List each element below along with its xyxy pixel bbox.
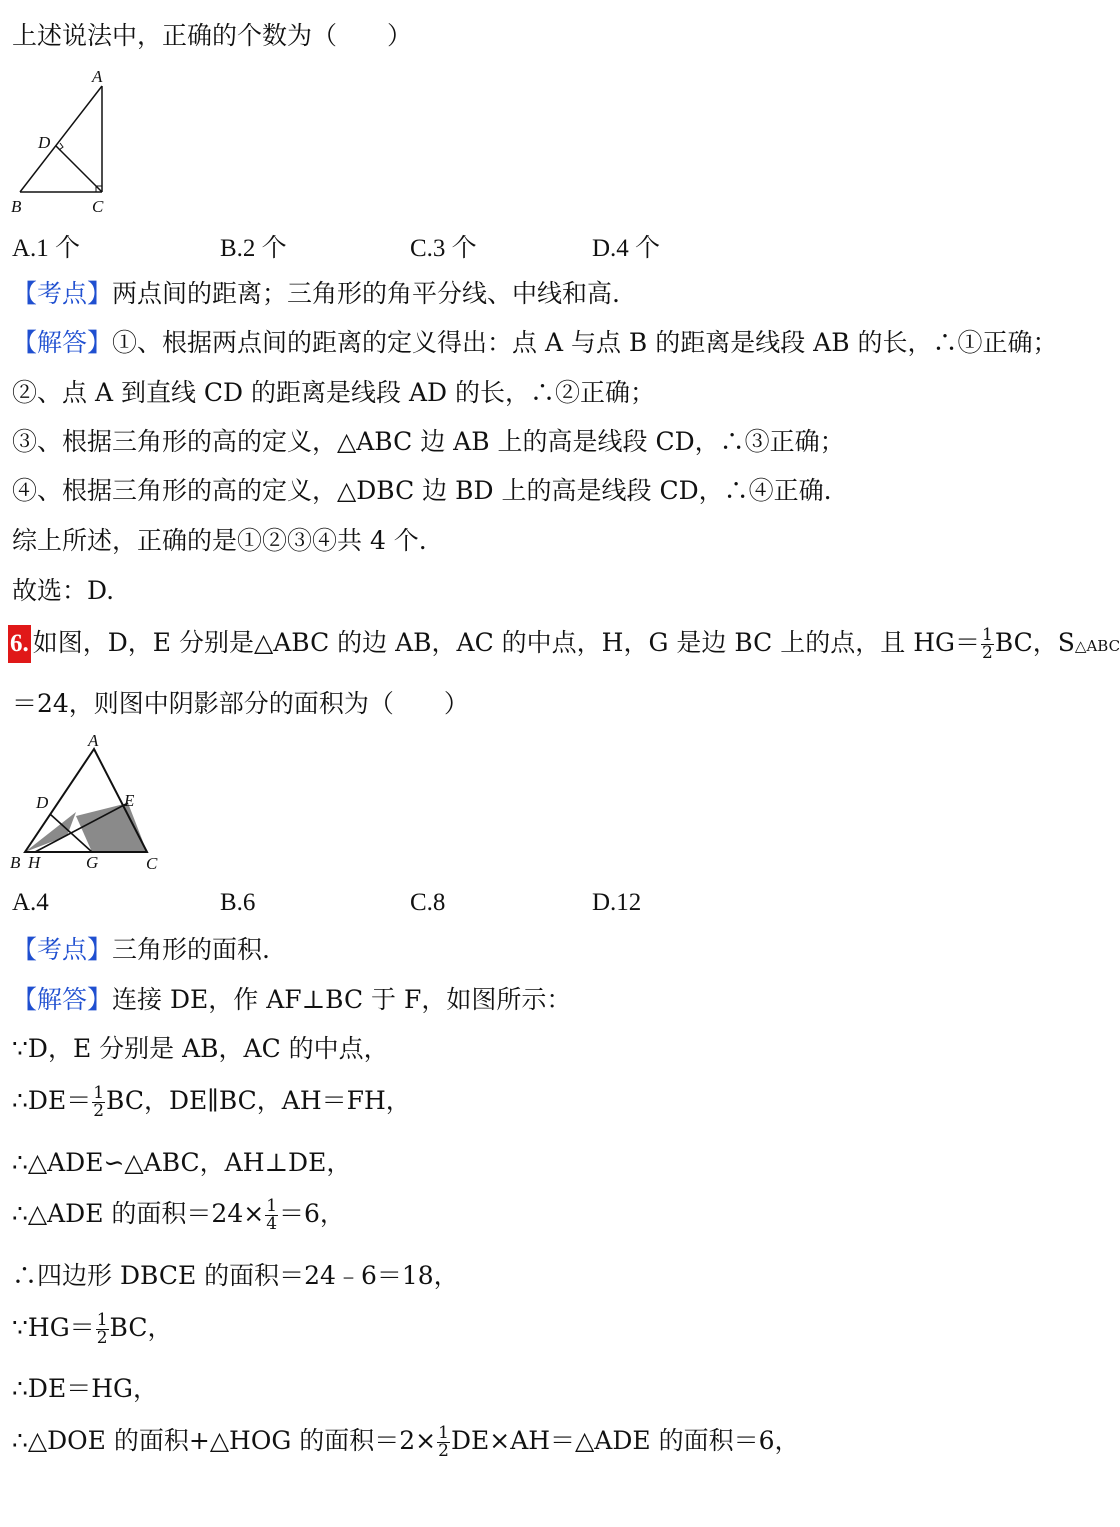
q6-step-4: ∴△ADE 的面积＝24× $\frac{1}{4}$ ＝6， xyxy=(12,1196,345,1234)
half-fraction: $\frac{1}{2}$ xyxy=(438,1423,449,1461)
q6-choice-b: B.6 xyxy=(220,889,256,916)
jieda-tag: 【解答】 xyxy=(12,328,113,357)
q5-stem: 上述说法中，正确的个数为（ ） xyxy=(12,21,413,50)
q6-stem-line-1 xyxy=(8,624,1120,665)
q5-jieda-4: ④、根据三角形的高的定义，△DBC 边 BD 上的高是线段 CD，∴④正确. xyxy=(12,476,832,505)
q5-summary: 综上所述，正确的是①②③④共 4 个. xyxy=(12,526,427,555)
q6-step-6: ∵HG＝ $\frac{1}{2}$ BC， xyxy=(12,1310,173,1348)
q5-choice-c: C.3 个 xyxy=(410,235,477,262)
q6-label-C: C xyxy=(146,854,158,873)
q6-label-A: A xyxy=(88,731,99,750)
kaodian-tag: 【考点】 xyxy=(12,279,113,308)
kaodian-tag: 【考点】 xyxy=(12,935,113,964)
q5-answer: 故选：D. xyxy=(12,576,115,605)
q5-label-B: B xyxy=(11,197,22,216)
q5-choice-b: B.2 个 xyxy=(220,235,287,262)
half-fraction: $\frac{1}{2}$ xyxy=(96,1310,108,1348)
q6-step-5: ∴四边形 DBCE 的面积＝24﹣6＝18， xyxy=(12,1261,459,1290)
q6-label-G: G xyxy=(86,853,99,872)
q6-step-7: ∴DE＝HG， xyxy=(12,1374,158,1403)
q5-label-C: C xyxy=(92,197,104,216)
q6-choice-d: D.12 xyxy=(592,889,642,916)
q5-jieda-1 xyxy=(12,327,1058,359)
q6-stem-b: BC，S xyxy=(994,628,1075,657)
kaodian-text: 三角形的面积. xyxy=(112,935,270,964)
quarter-fraction: $\frac{1}{4}$ xyxy=(266,1196,278,1234)
q6-label-D: D xyxy=(36,793,49,812)
q6-label-H: H xyxy=(28,853,41,872)
q5-figure xyxy=(8,66,118,218)
q6-label-E: E xyxy=(124,791,135,810)
q6-number-badge: 6. xyxy=(8,625,31,663)
q6-stem-line-2: ＝24，则图中阴影部分的面积为（ ） xyxy=(12,689,469,718)
jieda-line-1: ①、根据两点间的距离的定义得出：点 A 与点 B 的距离是线段 AB 的长，∴①正确； xyxy=(112,328,1058,357)
q6-step-1: ∵D，E 分别是 AB，AC 的中点， xyxy=(12,1034,389,1063)
q6-stem-fraction: $\frac{1}{2}$ xyxy=(981,625,993,663)
q5-label-A: A xyxy=(92,67,103,86)
q6-step-3: ∴△ADE∽△ABC，AH⊥DE， xyxy=(12,1148,352,1177)
q6-step-2: ∴DE＝ $\frac{1}{2}$ BC，DE∥BC，AH＝FH， xyxy=(12,1083,411,1121)
q6-stem-sub: △ABC xyxy=(1074,637,1120,655)
q6-figure xyxy=(6,732,176,877)
q6-choice-c: C.8 xyxy=(410,889,446,916)
q6-choice-a: A.4 xyxy=(12,889,49,916)
q5-choice-a: A.1 个 xyxy=(12,235,81,262)
half-fraction: $\frac{1}{2}$ xyxy=(93,1083,105,1121)
q6-step-8: ∴△DOE 的面积+△HOG 的面积＝2× $\frac{1}{2}$ DE×AH＝△ADE 的面积＝6， xyxy=(12,1423,800,1461)
q5-choice-d: D.4 个 xyxy=(592,235,661,262)
q5-jieda-3: ③、根据三角形的高的定义，△ABC 边 AB 上的高是线段 CD，∴③正确； xyxy=(12,427,845,456)
q6-stem-a: 如图，D，E 分别是△ABC 的边 AB，AC 的中点，H，G 是边 BC 上的点，且 HG＝ xyxy=(32,628,980,657)
kaodian-text: 两点间的距离；三角形的角平分线、中线和高. xyxy=(112,279,620,308)
q5-label-D: D xyxy=(38,133,51,152)
q6-kaodian xyxy=(12,934,270,966)
q5-jieda-2: ②、点 A 到直线 CD 的距离是线段 AD 的长，∴②正确； xyxy=(12,378,656,407)
q6-jieda xyxy=(12,984,571,1016)
q6-label-B: B xyxy=(10,853,21,872)
q5-kaodian xyxy=(12,278,620,310)
jieda-tag: 【解答】 xyxy=(12,985,113,1014)
jieda-text: 连接 DE，作 AF⊥BC 于 F，如图所示： xyxy=(112,985,572,1014)
